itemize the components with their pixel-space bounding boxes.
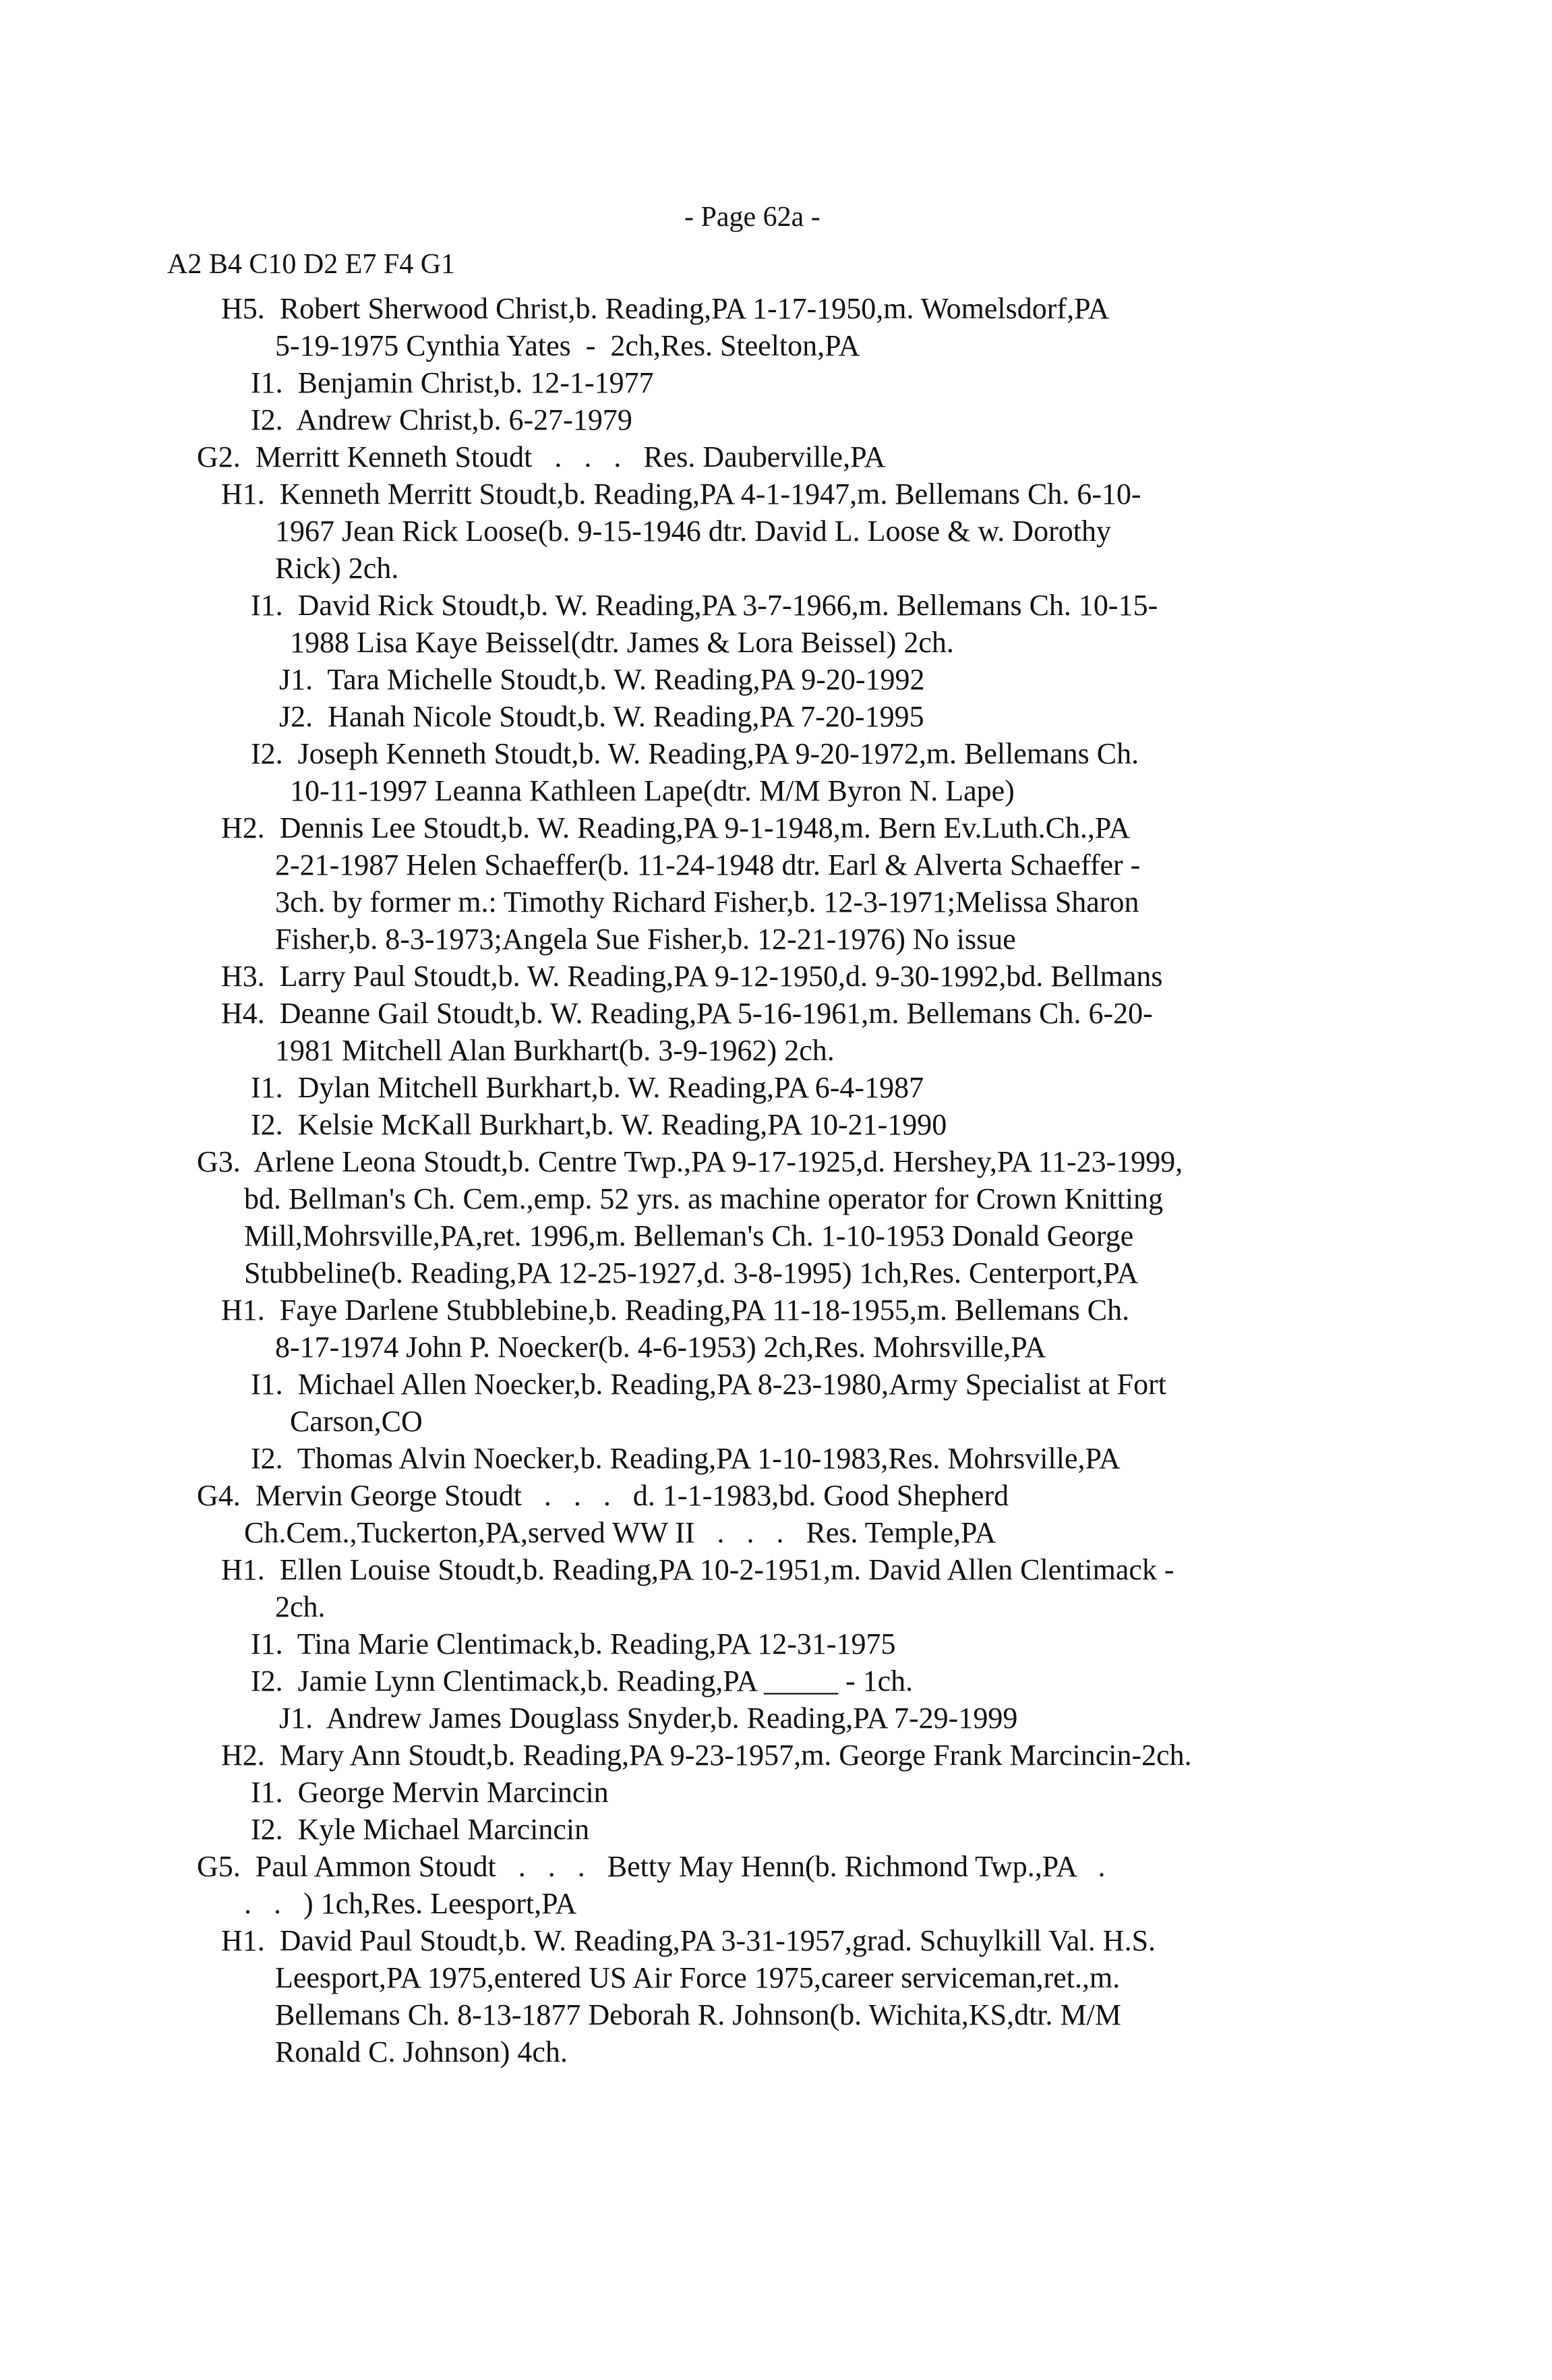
genealogy-entry (0, 290, 1180, 364)
entry-line: I2. Kelsie McKall Burkhart,b. W. Reading,PA 10-21-1990 (251, 1108, 947, 1141)
entry-continuation-line: Leesport,PA 1975,entered US Air Force 1975,career serviceman,ret.,m. (275, 1961, 1121, 1994)
genealogy-entry (0, 1069, 1180, 1106)
entry-line: I2. Kyle Michael Marcincin (251, 1813, 590, 1846)
entry-continuation-line: 3ch. by former m.: Timothy Richard Fisher,b. 12-3-1971;Melissa Sharon (275, 886, 1139, 919)
entry-continuation-line: 1967 Jean Rick Loose(b. 9-15-1946 dtr. David L. Loose & w. Dorothy (275, 515, 1111, 548)
genealogy-entry (0, 1922, 1180, 2070)
entry-continuation-line: 5-19-1975 Cynthia Yates - 2ch,Res. Steelton,PA (275, 329, 860, 362)
entry-line: I2. Thomas Alvin Noecker,b. Reading,PA 1-10-1983,Res. Mohrsville,PA (251, 1442, 1121, 1475)
entry-continuation-line: Rick) 2ch. (275, 552, 399, 585)
genealogy-entry (0, 364, 1180, 401)
entry-continuation-line: Carson,CO (290, 1405, 423, 1438)
entry-line: I2. Jamie Lynn Clentimack,b. Reading,PA _____ - 1ch. (251, 1664, 914, 1697)
entry-line: G3. Arlene Leona Stoudt,b. Centre Twp.,PA 9-17-1925,d. Hershey,PA 11-23-1999, (197, 1145, 1183, 1178)
genealogy-entry (0, 1106, 1180, 1143)
genealogy-entry (0, 1625, 1180, 1662)
entry-continuation-line: bd. Bellman's Ch. Cem.,emp. 52 yrs. as machine operator for Crown Knitting (244, 1182, 1164, 1215)
entry-continuation-line: Ch.Cem.,Tuckerton,PA,served WW II . . . Res. Temple,PA (244, 1516, 996, 1549)
genealogy-entry (0, 661, 1180, 698)
entry-line: H1. Faye Darlene Stubblebine,b. Reading,PA 11-18-1955,m. Bellemans Ch. (221, 1294, 1130, 1327)
genealogy-entry (0, 809, 1180, 958)
genealogy-entry (0, 475, 1180, 587)
entry-line: I1. Michael Allen Noecker,b. Reading,PA 8-23-1980,Army Specialist at Fort (251, 1368, 1166, 1401)
genealogy-entry (0, 1848, 1180, 1922)
genealogy-entry (0, 735, 1180, 809)
entry-line: H1. Ellen Louise Stoudt,b. Reading,PA 10-2-1951,m. David Allen Clentimack - (221, 1553, 1174, 1586)
genealogy-entry (0, 401, 1180, 438)
entry-continuation-line: 10-11-1997 Leanna Kathleen Lape(dtr. M/M Byron N. Lape) (290, 774, 1015, 807)
entry-continuation-line: 2-21-1987 Helen Schaeffer(b. 11-24-1948 dtr. Earl & Alverta Schaeffer - (275, 848, 1141, 881)
genealogy-entry (0, 1366, 1180, 1440)
entry-line: H3. Larry Paul Stoudt,b. W. Reading,PA 9-12-1950,d. 9-30-1992,bd. Bellmans (221, 960, 1163, 993)
entry-line: G4. Mervin George Stoudt . . . d. 1-1-1983,bd. Good Shepherd (197, 1479, 1009, 1512)
genealogy-entry (0, 958, 1180, 995)
entry-continuation-line: 1981 Mitchell Alan Burkhart(b. 3-9-1962) 2ch. (275, 1034, 835, 1067)
entry-continuation-line: . . ) 1ch,Res. Leesport,PA (244, 1887, 577, 1920)
entry-line: H1. Kenneth Merritt Stoudt,b. Reading,PA 4-1-1947,m. Bellemans Ch. 6-10- (221, 477, 1141, 511)
entry-line: H5. Robert Sherwood Christ,b. Reading,PA 1-17-1950,m. Womelsdorf,PA (221, 292, 1110, 325)
genealogy-entry (0, 438, 1180, 475)
entry-continuation-line: Mill,Mohrsville,PA,ret. 1996,m. Belleman's Ch. 1-10-1953 Donald George (244, 1219, 1134, 1252)
entry-line: J2. Hanah Nicole Stoudt,b. W. Reading,PA 7-20-1995 (279, 700, 924, 733)
entry-line: J1. Andrew James Douglass Snyder,b. Reading,PA 7-29-1999 (279, 1702, 1018, 1735)
genealogy-entry (0, 1700, 1180, 1737)
entry-continuation-line: Fisher,b. 8-3-1973;Angela Sue Fisher,b. 12-21-1976) No issue (275, 923, 1016, 956)
genealogy-entry (0, 1551, 1180, 1625)
entry-continuation-line: Ronald C. Johnson) 4ch. (275, 2035, 568, 2068)
entry-line: I2. Andrew Christ,b. 6-27-1979 (251, 403, 632, 436)
entry-line: G5. Paul Ammon Stoudt . . . Betty May Henn(b. Richmond Twp.,PA . (197, 1850, 1106, 1883)
entry-line: I1. George Mervin Marcincin (251, 1776, 609, 1809)
entry-line: H1. David Paul Stoudt,b. W. Reading,PA 3-31-1957,grad. Schuylkill Val. H.S. (221, 1924, 1156, 1957)
entry-line: I1. Tina Marie Clentimack,b. Reading,PA 12-31-1975 (251, 1627, 896, 1660)
genealogy-entry (0, 1811, 1180, 1848)
genealogy-entry (0, 1440, 1180, 1477)
genealogy-entries (0, 290, 1552, 2070)
genealogy-entry (0, 995, 1180, 1069)
entry-line: H2. Mary Ann Stoudt,b. Reading,PA 9-23-1957,m. George Frank Marcincin-2ch. (221, 1739, 1192, 1772)
genealogy-entry (0, 1737, 1192, 1774)
genealogy-entry (0, 1662, 1180, 1700)
genealogy-entry (0, 1143, 1183, 1291)
lineage-code: A2 B4 C10 D2 E7 F4 G1 (167, 249, 456, 280)
entry-continuation-line: Bellemans Ch. 8-13-1877 Deborah R. Johnson(b. Wichita,KS,dtr. M/M (275, 1998, 1121, 2031)
entry-line: I1. Dylan Mitchell Burkhart,b. W. Reading,PA 6-4-1987 (251, 1071, 924, 1104)
entry-line: H2. Dennis Lee Stoudt,b. W. Reading,PA 9-1-1948,m. Bern Ev.Luth.Ch.,PA (221, 811, 1131, 844)
entry-line: I1. Benjamin Christ,b. 12-1-1977 (251, 366, 654, 399)
entry-line: G2. Merritt Kenneth Stoudt . . . Res. Dauberville,PA (197, 440, 886, 473)
page-number: - Page 62a - (684, 202, 820, 233)
entry-continuation-line: 8-17-1974 John P. Noecker(b. 4-6-1953) 2ch,Res. Mohrsville,PA (275, 1331, 1046, 1364)
entry-continuation-line: 2ch. (275, 1590, 326, 1623)
entry-continuation-line: 1988 Lisa Kaye Beissel(dtr. James & Lora Beissel) 2ch. (290, 626, 954, 659)
genealogy-entry (0, 1477, 1180, 1551)
entry-line: I2. Joseph Kenneth Stoudt,b. W. Reading,PA 9-20-1972,m. Bellemans Ch. (251, 737, 1139, 770)
genealogy-entry (0, 1291, 1180, 1366)
entry-line: I1. David Rick Stoudt,b. W. Reading,PA 3-7-1966,m. Bellemans Ch. 10-15- (251, 589, 1158, 622)
genealogy-entry (0, 698, 1180, 735)
entry-line: H4. Deanne Gail Stoudt,b. W. Reading,PA 5-16-1961,m. Bellemans Ch. 6-20- (221, 997, 1153, 1030)
entry-continuation-line: Stubbeline(b. Reading,PA 12-25-1927,d. 3-8-1995) 1ch,Res. Centerport,PA (244, 1256, 1139, 1289)
entry-line: J1. Tara Michelle Stoudt,b. W. Reading,PA 9-20-1992 (279, 663, 925, 696)
genealogy-entry (0, 1774, 1180, 1811)
genealogy-entry (0, 587, 1180, 661)
